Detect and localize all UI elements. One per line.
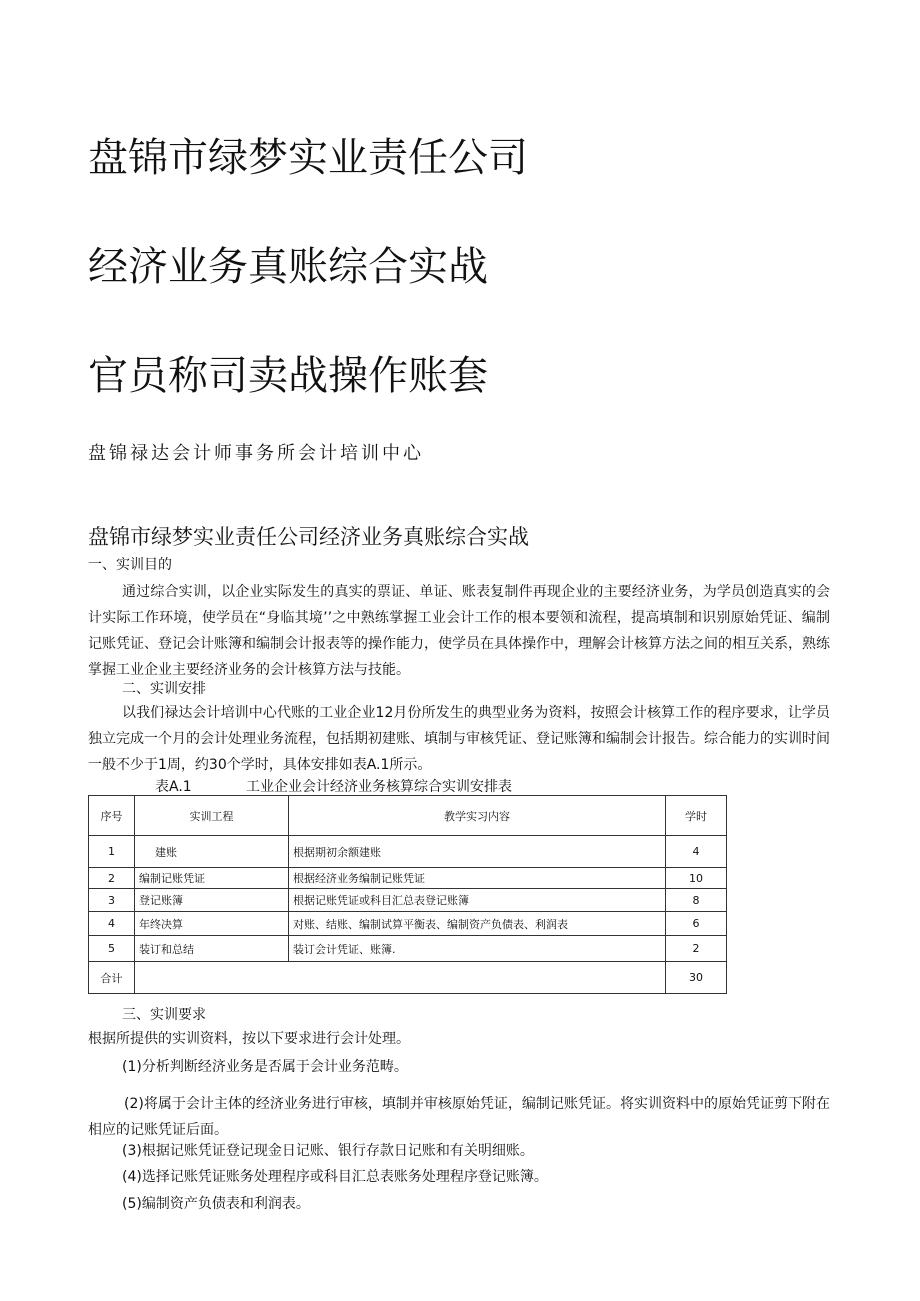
requirement-item: (4)选择记账凭证账务处理程序或科目汇总表账务处理程序登记账簿。 [122, 1169, 548, 1185]
row-seq: 4 [89, 912, 135, 936]
row-content: 装订会计凭证、账簿. [289, 936, 666, 962]
header-hours: 学时 [666, 796, 727, 836]
row-project: 编制记账凭证 [135, 868, 289, 889]
row-project: 装订和总结 [135, 936, 289, 962]
section-title: 盘锦市绿梦实业责任公司经济业务真账综合实战 [88, 525, 529, 549]
row-project: 建账 [135, 836, 289, 868]
part3-intro: 根据所提供的实训资料，按以下要求进行会计处理。 [88, 1031, 410, 1047]
table-row [89, 936, 727, 962]
total-label: 合计 [89, 962, 135, 994]
cover-title-line2: 经济业务真账综合实战 [88, 244, 488, 290]
table-row [89, 868, 727, 889]
requirement-item: (1)分析判断经济业务是否属于会计业务范畴。 [122, 1059, 408, 1075]
cover-title-line3: 官员称司卖战操作账套 [88, 353, 488, 399]
header-project: 实训工程 [135, 796, 289, 836]
training-schedule-table [88, 795, 727, 994]
table-total-row [89, 962, 727, 994]
part2-paragraph: 以我们禄达会计培训中心代账的工业企业12月份所发生的典型业务为资料，按照会计核算工作的程序要求，让学员独立完成一个月的会计处理业务流程，包括期初建账、填制与审核凭证、登记账簿和编制会计报告。综合能力的实训时间一般不少于1周，约30个学时，具体安排如表A.1所示。 [88, 705, 830, 773]
row-seq: 3 [89, 889, 135, 912]
header-seq: 序号 [89, 796, 135, 836]
part1-heading: 一、实训目的 [88, 557, 172, 573]
row-content: 根据记账凭证或科目汇总表登记账簿 [289, 889, 666, 912]
part3-heading: 三、实训要求 [122, 1007, 206, 1023]
requirement-item: (2)将属于会计主体的经济业务进行审核，填制并审核原始凭证，编制记账凭证。将实训资料中的原始凭证剪下附在相应的记账凭证后面。 [88, 1096, 830, 1138]
row-project: 年终决算 [135, 912, 289, 936]
row-hours: 6 [666, 912, 727, 936]
row-project: 登记账簿 [135, 889, 289, 912]
row-content: 根据期初余额建账 [289, 836, 666, 868]
requirement-item: (3)根据记账凭证登记现金日记账、银行存款日记账和有关明细账。 [122, 1143, 534, 1159]
part2-heading: 二、实训安排 [122, 681, 206, 697]
header-content: 教学实习内容 [289, 796, 666, 836]
row-seq: 5 [89, 936, 135, 962]
requirement-item: (5)编制资产负债表和利润表。 [122, 1196, 310, 1212]
total-hours: 30 [666, 962, 727, 994]
row-hours: 8 [666, 889, 727, 912]
row-hours: 2 [666, 936, 727, 962]
row-hours: 10 [666, 868, 727, 889]
row-seq: 2 [89, 868, 135, 889]
table-row [89, 889, 727, 912]
row-hours: 4 [666, 836, 727, 868]
row-seq: 1 [89, 836, 135, 868]
row-content: 对账、结账、编制试算平衡表、编制资产负债表、利润表 [289, 912, 666, 936]
part1-paragraph: 通过综合实训，以企业实际发生的真实的票证、单证、账表复制件再现企业的主要经济业务，为学员创造真实的会计实际工作环境，使学员在“身临其境’’之中熟练掌握工业会计工作的根本要领和流程，提高填制和识别原始凭证、编制记账凭证、登记会计账簿和编制会计报表等的操作能力，使学员在具体操作中，理解会计核算方法之间的相互关系，熟练掌握工业企业主要经济业务的会计核算方法与技能。 [88, 584, 830, 678]
table-row [89, 836, 727, 868]
table-caption-number: 表A.1 [155, 779, 192, 795]
table-header-row [89, 796, 727, 836]
table-row [89, 912, 727, 936]
row-content: 根据经济业务编制记账凭证 [289, 868, 666, 889]
total-content [135, 962, 666, 994]
table-caption-title: 工业企业会计经济业务核算综合实训安排表 [246, 779, 512, 795]
cover-title-line1: 盘锦市绿梦实业责任公司 [88, 135, 528, 181]
cover-subtitle: 盘锦禄达会计师事务所会计培训中心 [88, 443, 424, 464]
